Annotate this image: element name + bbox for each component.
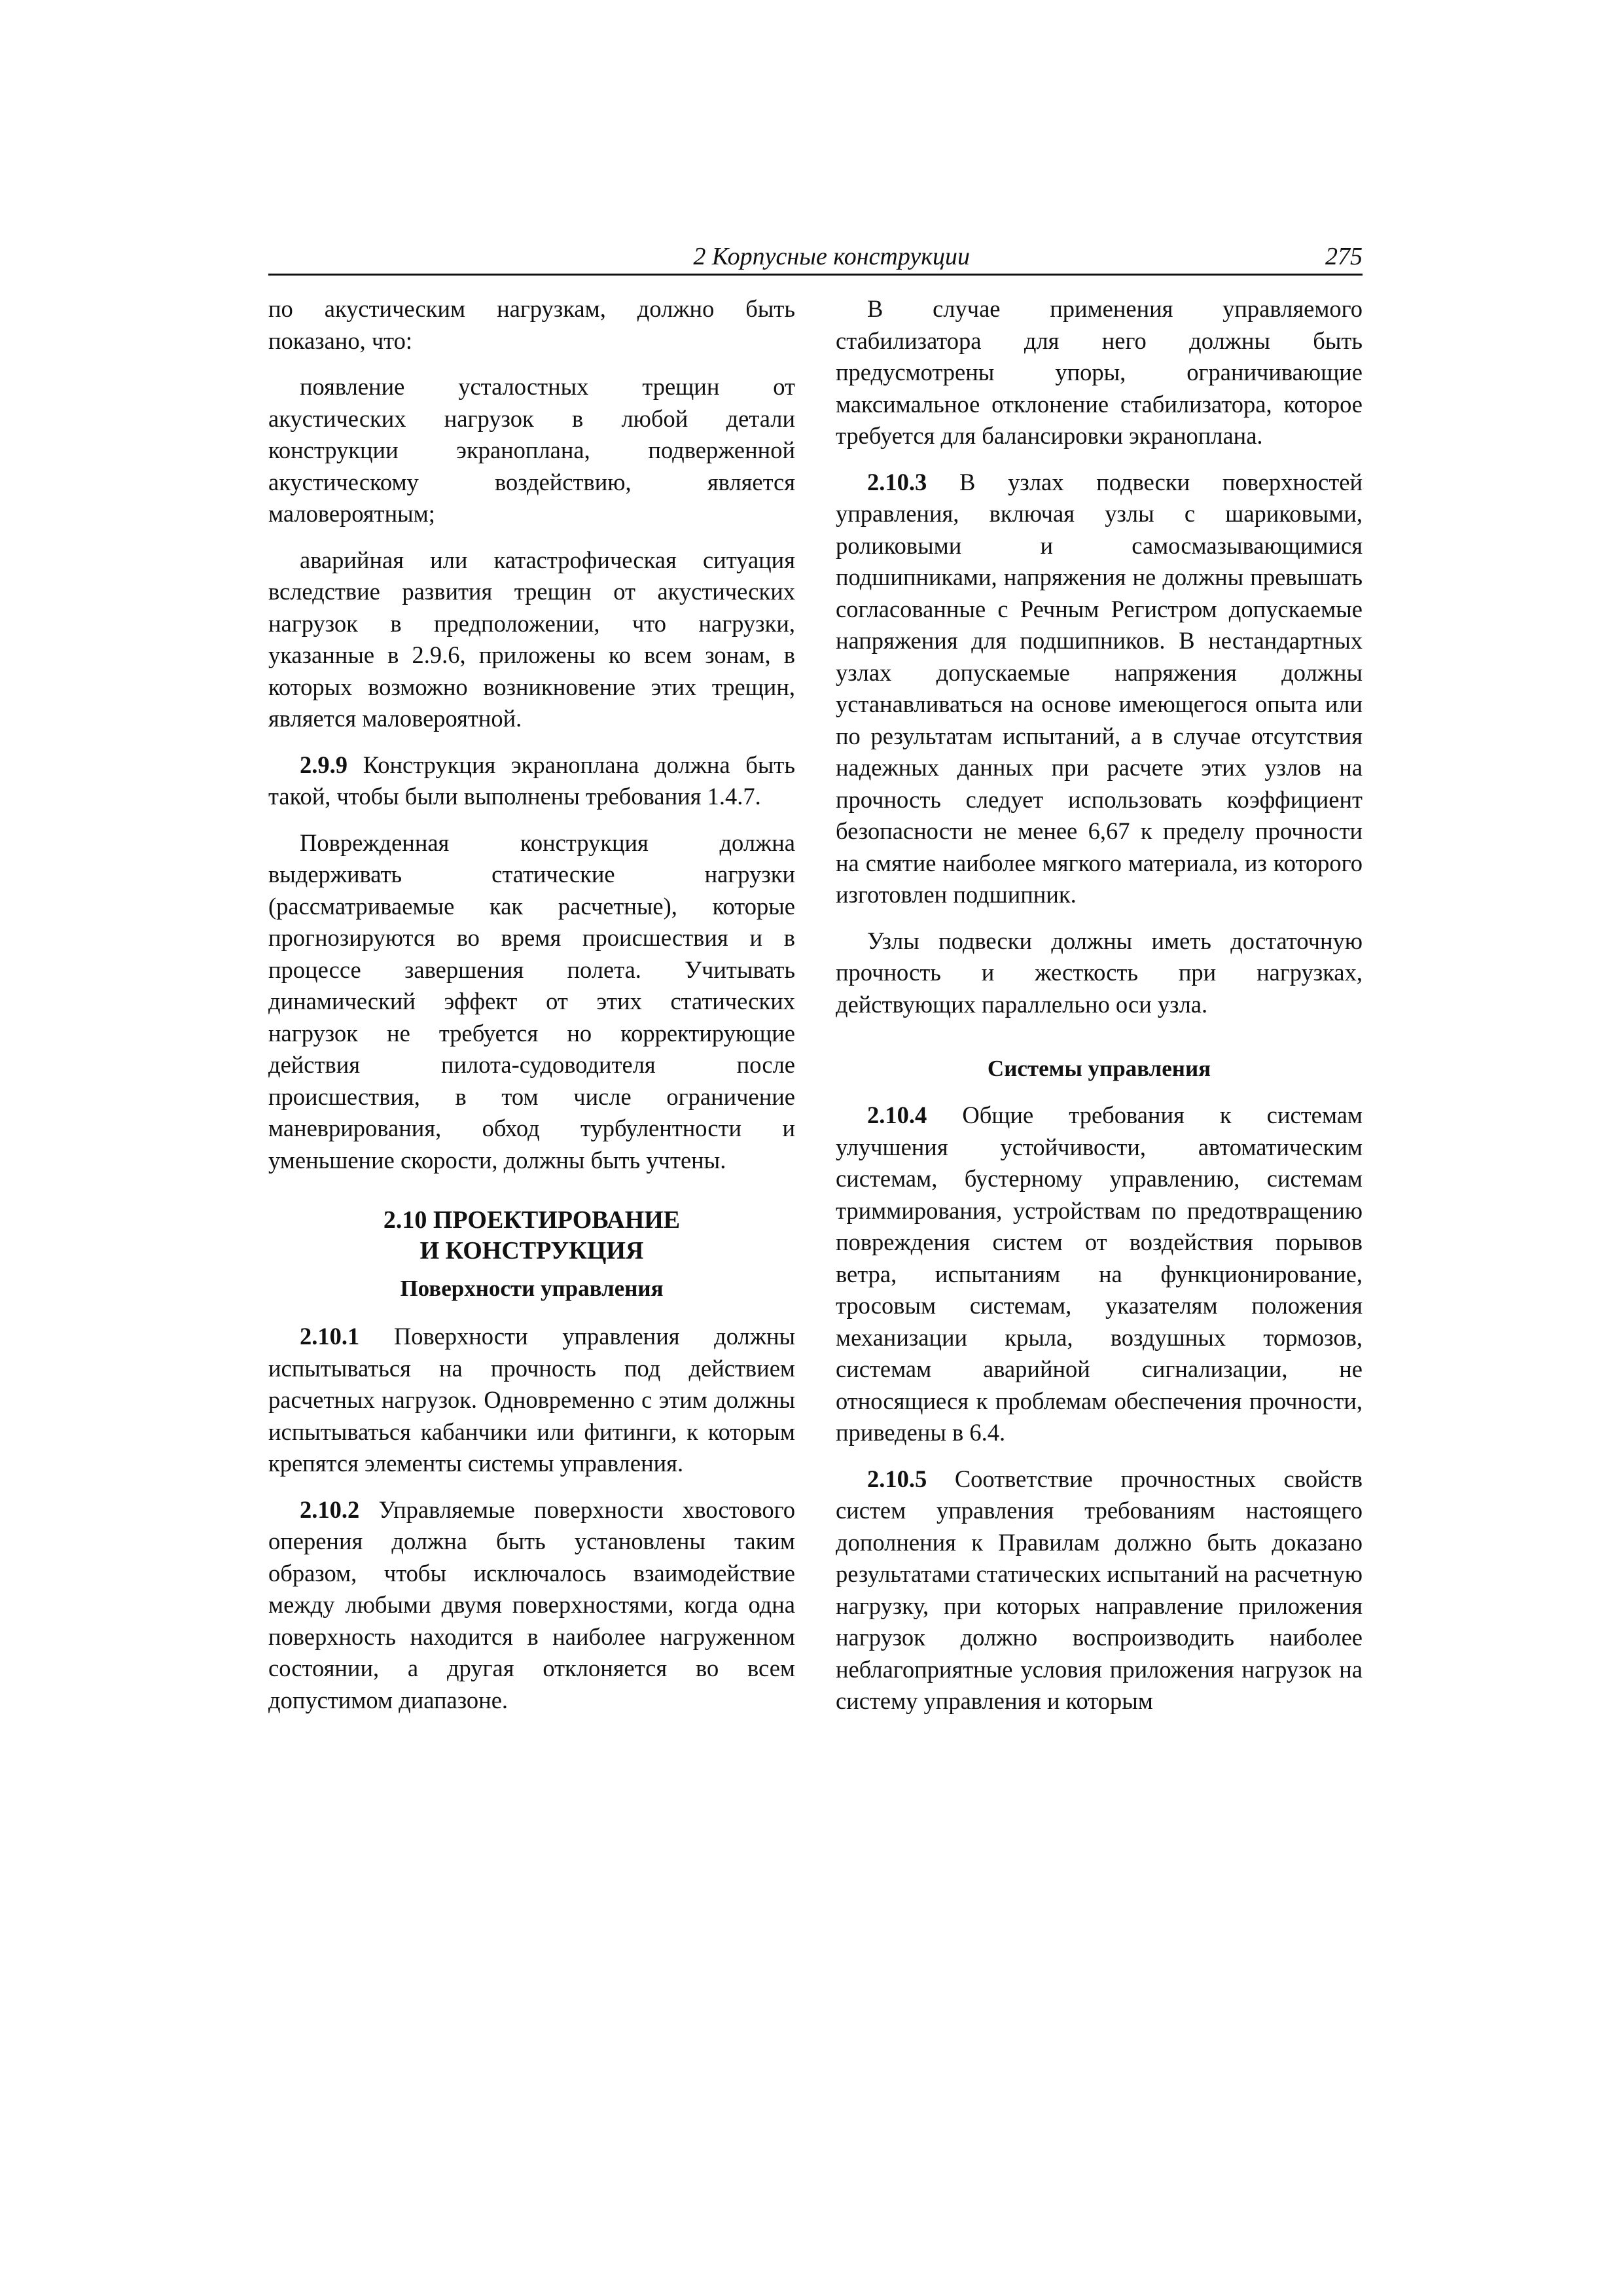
section-heading [268, 1205, 795, 1266]
clause-number: 2.10.3 [867, 468, 927, 495]
section-heading-line: И КОНСТРУКЦИЯ [419, 1237, 644, 1265]
paragraph-2-10-5 [836, 1463, 1363, 1717]
clause-number: 2.9.9 [300, 751, 348, 778]
clause-text: В узлах подвески поверхностей управления, включая узлы с шариковыми, роликовыми и самосмазывающимися подшипниками, напряжения не должны превышать согласованные с Речным Регистром допускаемые напряжения для подшипников. В нестандартных узлах допускаемые напряжения должны устанавливаться на основе имеющегося опыта или по результатам испытаний, а в случае отсутствия надежных данных при расчете этих узлов на прочность следует использовать коэффициент безопасности не менее 6,67 к пределу прочности на смятие наиболее мягкого материала, из которого изготовлен подшипник. [836, 468, 1363, 908]
clause-number: 2.10.4 [867, 1102, 927, 1128]
page-number: 275 [1325, 243, 1363, 270]
clause-text: Общие требования к системам улучшения устойчивости, автоматическим системам, бустерному управлению, системам триммирования, устройствам по предотвращению повреждения систем от воздействия порывов ветра, испытаниям на функционирование, тросовым системам, указателям положения механизации крыла, воздушных тормозов, системам аварийной сигнализации, не относящиеся к проблемам обеспечения прочности, приведены в 6.4. [836, 1102, 1363, 1446]
clause-number: 2.10.1 [300, 1323, 360, 1350]
clause-text: Конструкция экраноплана должна быть такой, чтобы были выполнены требования 1.4.7. [268, 751, 796, 810]
clause-number: 2.10.2 [300, 1496, 360, 1523]
clause-number: 2.10.5 [867, 1465, 927, 1492]
paragraph-2-9-9 [268, 749, 795, 813]
right-column [836, 293, 1363, 1732]
clause-text: Управляемые поверхности хвостового оперения должна быть установлены таким образом, чтобы исключалось взаимодействие между любыми двумя поверхностями, когда одна поверхность находится в наиболее нагруженном состоянии, а другая отклоняется во всем допустимом диапазоне. [268, 1496, 795, 1713]
clause-text: Соответствие прочностных свойств систем управления требованиям настоящего дополнения к Правилам должно быть доказано результатами статических испытаний на расчетную нагрузку, при которых направление приложения нагрузок должно воспроизводить наиболее неблагоприятные условия приложения нагрузок на систему управления и которым [836, 1465, 1363, 1714]
subsection-heading: Поверхности управления [400, 1276, 664, 1301]
paragraph: по акустическим нагрузкам, должно быть показано, что: [268, 295, 795, 354]
paragraph-2-10-4 [836, 1100, 1363, 1449]
paragraph: Поврежденная конструкция должна выдерживать статические нагрузки (рассматриваемые как расчетные), которые прогнозируются во время происшествия и в процессе завершения полета. Учитывать динамический эффект от этих статических нагрузок не требуется но корректирующие действия пилота-судоводителя после происшествия, в том числе ограничение маневрирования, обход турбулентности и уменьшение скорости, должны быть учтены. [268, 829, 795, 1174]
paragraph: аварийная или катастрофическая ситуация вследствие развития трещин от акустических нагрузок в предположении, что нагрузки, указанные в 2.9.6, приложены ко всем зонам, в которых возможно возникновение этих трещин, является маловероятной. [268, 546, 795, 732]
paragraph: В случае применения управляемого стабилизатора для него должны быть предусмотрены упоры, ограничивающие максимальное отклонение стабилизатора, которое требуется для балансировки экраноплана. [836, 295, 1363, 449]
subsection-heading: Системы управления [987, 1056, 1211, 1081]
paragraph-2-10-2 [268, 1494, 795, 1717]
chapter-title: 2 Корпусные конструкции [693, 243, 970, 270]
paragraph: Узлы подвески должны иметь достаточную прочность и жесткость при нагрузках, действующих параллельно оси узла. [836, 927, 1363, 1018]
section-heading-line: 2.10 ПРОЕКТИРОВАНИЕ [383, 1206, 681, 1234]
paragraph-2-10-3 [836, 467, 1363, 911]
running-header [268, 237, 1363, 276]
paragraph-2-10-1 [268, 1321, 795, 1480]
clause-text: Поверхности управления должны испытываться на прочность под действием расчетных нагрузок. Одновременно с этим должны испытываться кабанчики или фитинги, к которым крепятся элементы системы управления. [268, 1323, 796, 1477]
paragraph: появление усталостных трещин от акустических нагрузок в любой детали конструкции экраноплана, подверженной акустическому воздействию, является маловероятным; [268, 373, 795, 527]
left-column [268, 293, 795, 1731]
